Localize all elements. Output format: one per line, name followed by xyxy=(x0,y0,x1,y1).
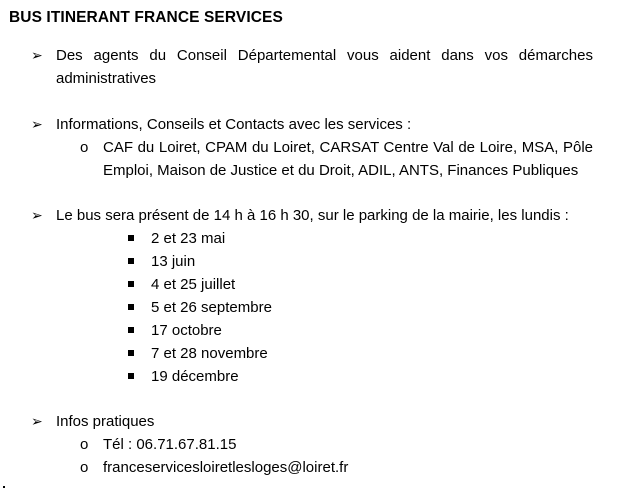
email-address: franceservicesloiretlesloges@loiret.fr xyxy=(103,459,349,476)
square-bullet-icon xyxy=(128,350,134,356)
square-bullet-icon xyxy=(128,258,134,264)
paragraph-agents: Des agents du Conseil Départemental vous aident dans vos démarches administratives xyxy=(56,47,593,87)
arrow-bullet-icon: ➢ xyxy=(31,116,43,132)
paragraph-services: Informations, Conseils et Contacts avec les services : xyxy=(56,116,412,133)
date-item: 7 et 28 novembre xyxy=(151,345,268,362)
date-item: 4 et 25 juillet xyxy=(151,276,236,293)
date-item: 17 octobre xyxy=(151,322,222,339)
stray-mark xyxy=(3,486,5,488)
square-bullet-icon xyxy=(128,373,134,379)
phone-number: Tél : 06.71.67.81.15 xyxy=(103,436,237,453)
square-bullet-icon xyxy=(128,235,134,241)
arrow-bullet-icon: ➢ xyxy=(31,207,43,223)
date-item: 19 décembre xyxy=(151,368,239,385)
arrow-bullet-icon: ➢ xyxy=(31,413,43,429)
page-title: BUS ITINERANT FRANCE SERVICES xyxy=(9,9,283,26)
circle-bullet-icon: o xyxy=(80,436,89,453)
date-item: 13 juin xyxy=(151,253,196,270)
arrow-bullet-icon: ➢ xyxy=(31,47,43,63)
square-bullet-icon xyxy=(128,327,134,333)
square-bullet-icon xyxy=(128,304,134,310)
date-item: 5 et 26 septembre xyxy=(151,299,272,316)
circle-bullet-icon: o xyxy=(80,139,89,156)
paragraph-schedule: Le bus sera présent de 14 h à 16 h 30, sur le parking de la mairie, les lundis : xyxy=(56,207,569,224)
date-item: 2 et 23 mai xyxy=(151,230,226,247)
square-bullet-icon xyxy=(128,281,134,287)
services-list: CAF du Loiret, CPAM du Loiret, CARSAT Centre Val de Loire, MSA, Pôle Emploi, Maison de Justice et du Droit, ADIL, ANTS, Finances Publiques xyxy=(103,139,593,179)
paragraph-infos: Infos pratiques xyxy=(56,413,155,430)
circle-bullet-icon: o xyxy=(80,459,89,476)
